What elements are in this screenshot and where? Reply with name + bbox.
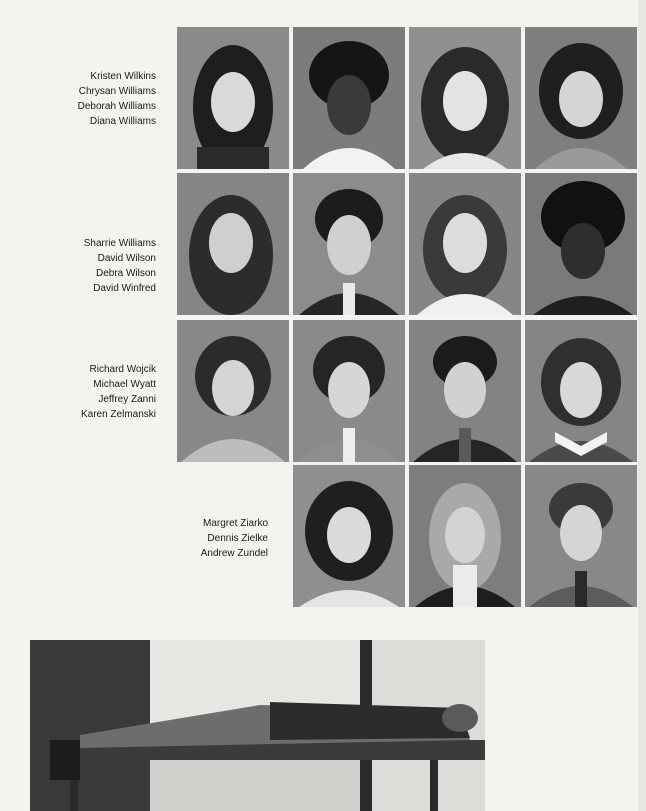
portrait-photo bbox=[525, 173, 637, 315]
student-name: Debra Wilson bbox=[95, 268, 156, 279]
student-name: Deborah Williams bbox=[77, 101, 156, 112]
student-name: Dennis Zielke bbox=[207, 533, 268, 544]
portrait-photo bbox=[293, 173, 405, 315]
portrait-photo bbox=[293, 320, 405, 462]
portrait-photo bbox=[409, 465, 521, 607]
portrait-photo bbox=[293, 465, 405, 607]
portrait-photo bbox=[525, 465, 637, 607]
name-list-row-3 bbox=[6, 362, 156, 422]
portrait-photo bbox=[177, 27, 289, 169]
portrait-photo bbox=[293, 27, 405, 169]
name-list-row-2 bbox=[6, 236, 156, 296]
portrait-photo bbox=[409, 27, 521, 169]
name-list-row-4 bbox=[118, 516, 268, 561]
student-name: Karen Zelmanski bbox=[80, 409, 156, 420]
portrait-photo bbox=[409, 173, 521, 315]
portrait-photo bbox=[409, 320, 521, 462]
portrait-photo bbox=[525, 320, 637, 462]
student-name: Diana Williams bbox=[89, 116, 156, 127]
student-name: Chrysan Williams bbox=[78, 86, 156, 97]
student-name: Jeffrey Zanni bbox=[98, 394, 156, 405]
student-name: Michael Wyatt bbox=[93, 379, 156, 390]
student-name: Richard Wojcik bbox=[89, 364, 156, 375]
portrait-photo bbox=[525, 27, 637, 169]
name-list-row-1 bbox=[6, 69, 156, 129]
student-name: David Winfred bbox=[93, 283, 156, 294]
student-name: David Wilson bbox=[97, 253, 156, 264]
student-name: Sharrie Williams bbox=[83, 238, 156, 249]
portrait-photo bbox=[177, 173, 289, 315]
student-name: Andrew Zundel bbox=[200, 548, 268, 559]
page-edge bbox=[638, 0, 646, 811]
student-name: Margret Ziarko bbox=[202, 518, 268, 529]
portrait-photo bbox=[177, 320, 289, 462]
student-name: Kristen Wilkins bbox=[90, 71, 156, 82]
candid-photo bbox=[30, 640, 485, 811]
